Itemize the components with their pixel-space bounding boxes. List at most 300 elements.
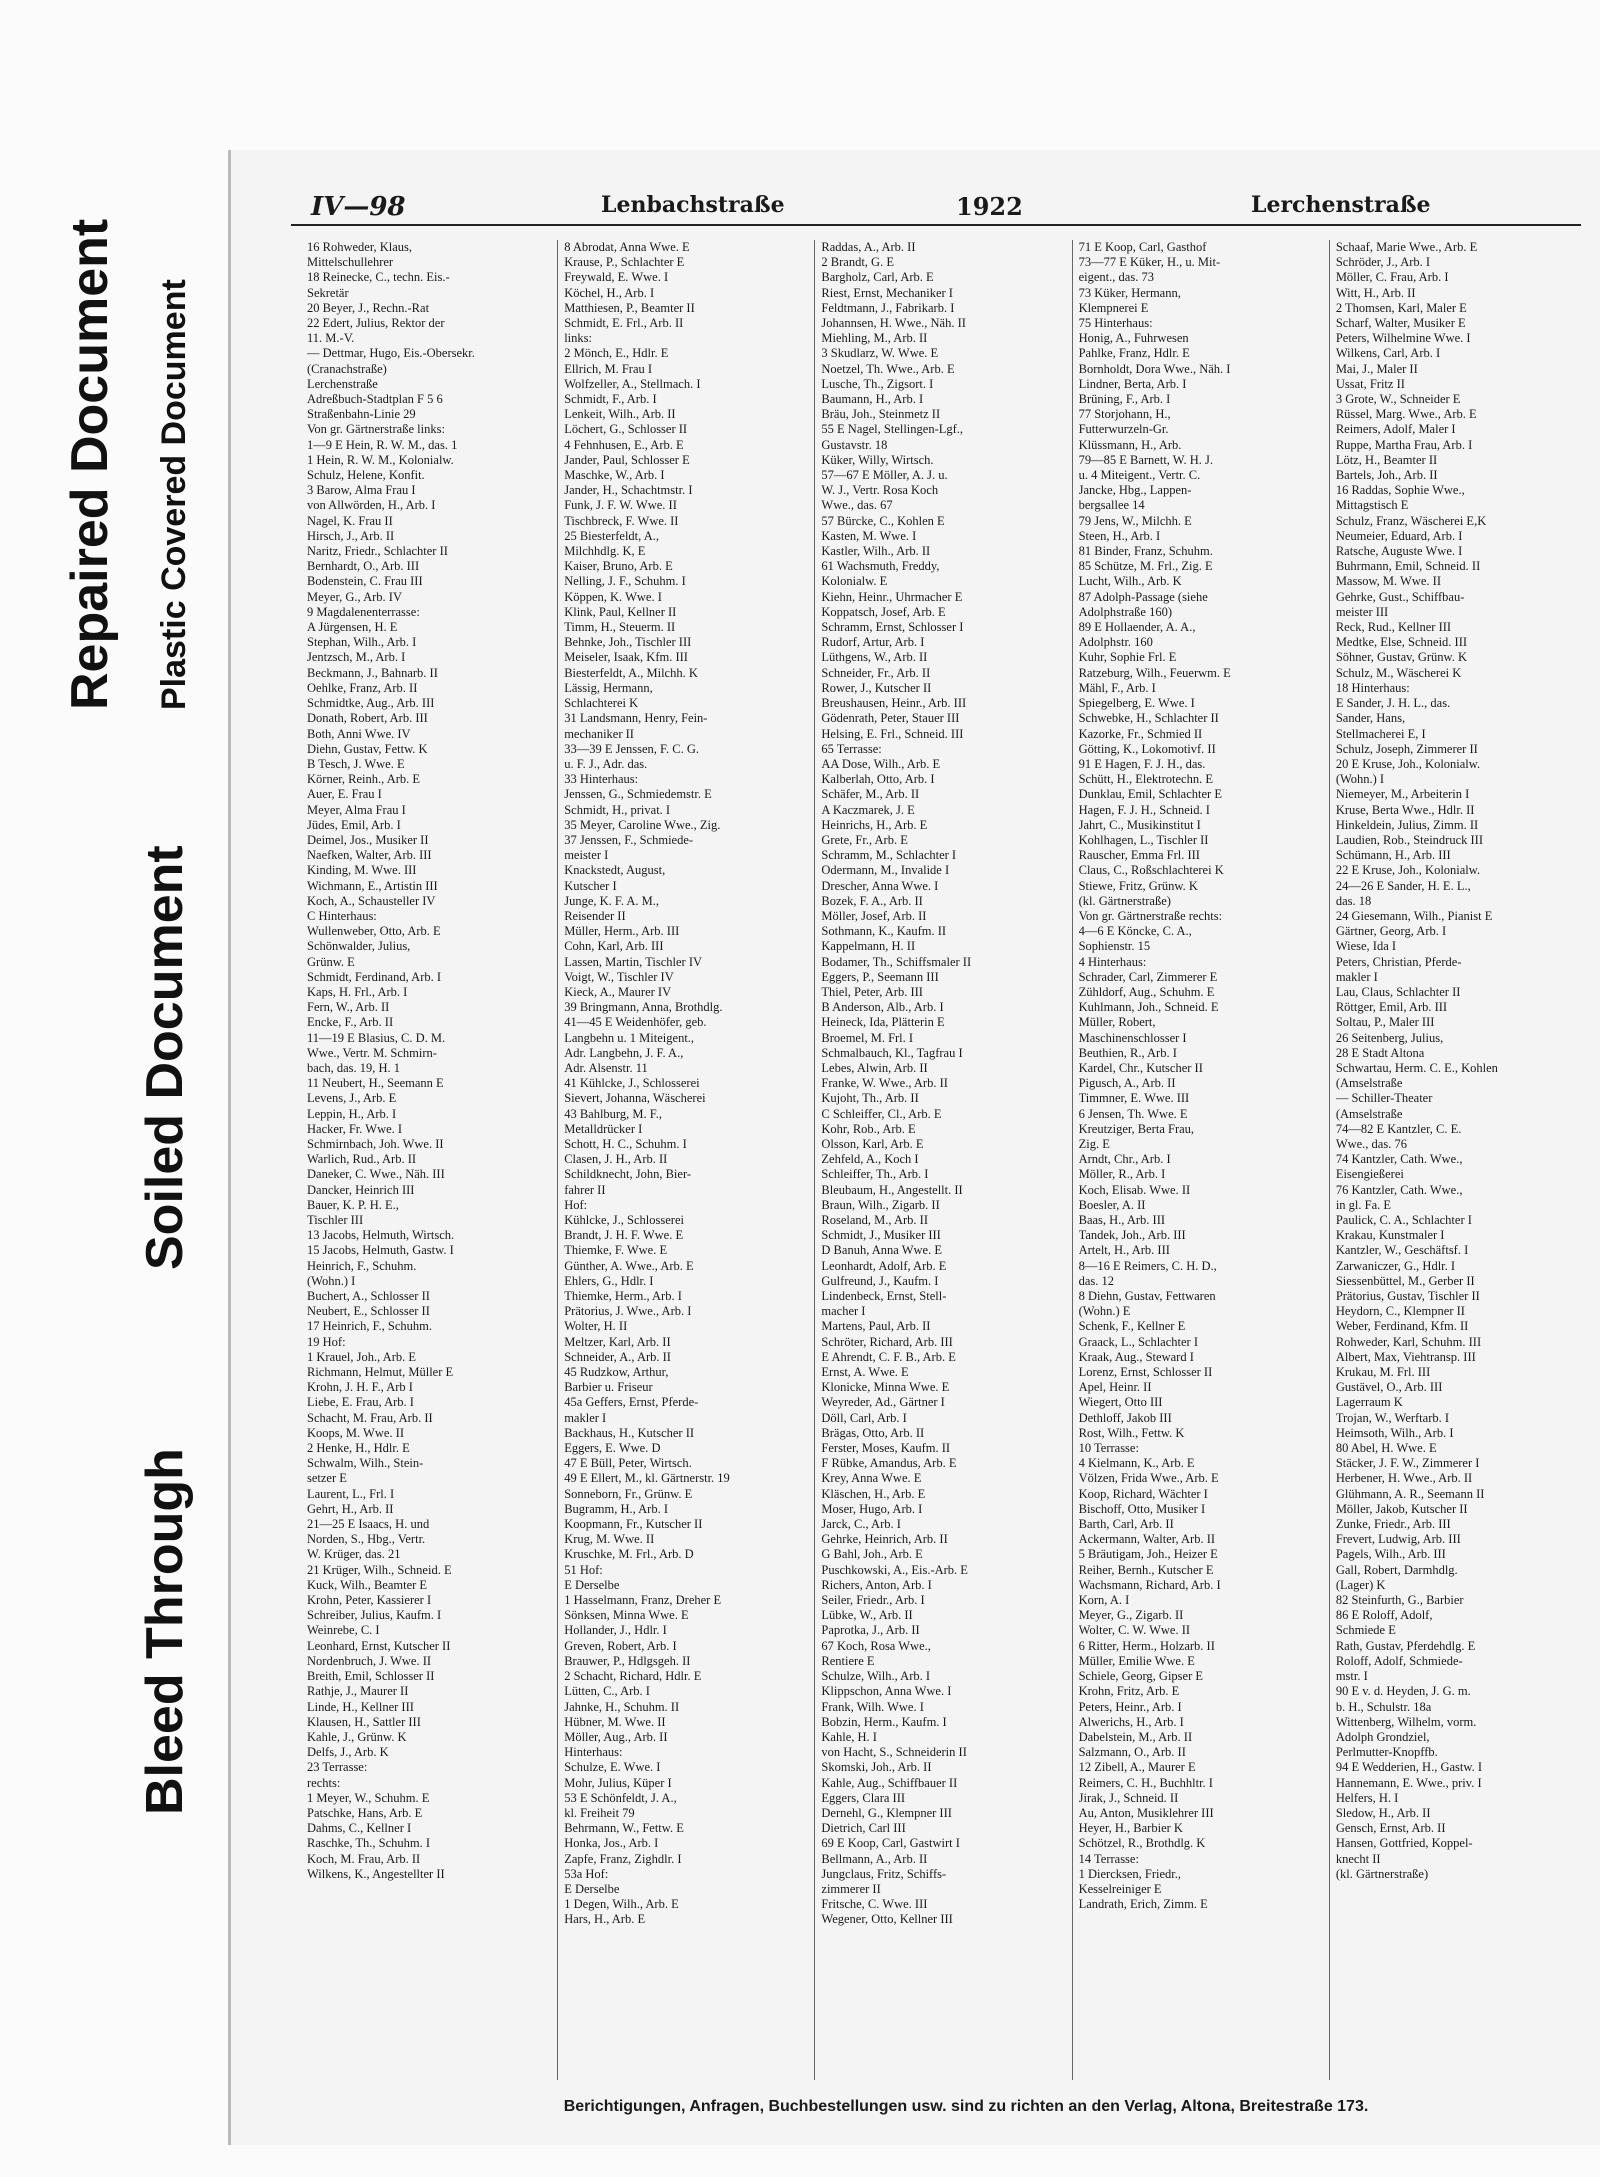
directory-entry: 22 Edert, Julius, Rektor der — [307, 316, 445, 331]
directory-entry: Möller, Josef, Arb. II — [821, 908, 927, 923]
directory-entry: Möller, R., Arb. I — [1078, 1167, 1166, 1182]
directory-entry: Zehfeld, A., Koch I — [821, 1152, 919, 1167]
directory-entry: 1 Hasselmann, Franz, Dreher E — [564, 1593, 722, 1608]
directory-entry: 76 Kantzler, Cath. Wwe., — [1335, 1182, 1463, 1197]
directory-entry: Rauscher, Emma Frl. III — [1078, 848, 1200, 863]
directory-entry: Schwebke, H., Schlachter II — [1078, 711, 1219, 726]
directory-entry: Korn, A. I — [1078, 1593, 1130, 1608]
directory-entry: Wilkens, Carl, Arb. I — [1335, 346, 1441, 361]
directory-entry: B Tesch, J. Wwe. E — [307, 756, 405, 771]
directory-entry: Hollander, J., Hdlr. I — [564, 1623, 667, 1638]
directory-entry: (kl. Gärtnerstraße) — [1335, 1866, 1429, 1881]
directory-entry: 1 Meyer, W., Schuhm. E — [307, 1790, 430, 1805]
directory-entry: (kl. Gärtnerstraße) — [1078, 893, 1171, 908]
directory-entry: Lusche, Th., Zigsort. I — [821, 376, 934, 391]
directory-entry: Fern, W., Arb. II — [307, 1000, 390, 1015]
directory-entry: 14 Terrasse: — [1078, 1851, 1139, 1866]
directory-entry: Schmidt, Ferdinand, Arb. I — [307, 969, 442, 984]
directory-entry: 3 Grote, W., Schneider E — [1335, 392, 1461, 407]
directory-entry: Krause, P., Schlachter E — [564, 255, 685, 270]
page-header — [291, 190, 1581, 226]
directory-entry: Adr. Alsenstr. 11 — [564, 1060, 648, 1075]
directory-entry: Funk, J. F. W. Wwe. II — [564, 498, 677, 513]
directory-entry: 18 Reinecke, C., techn. Eis.- — [307, 270, 450, 285]
directory-entry: Massow, M. Wwe. II — [1335, 574, 1442, 589]
directory-entry: Fritsche, C. Wwe. III — [821, 1897, 928, 1912]
directory-entry: Von gr. Gärtnerstraße rechts: — [1078, 908, 1223, 923]
directory-entry: Meyer, G., Arb. IV — [307, 589, 402, 604]
directory-entry: meister I — [564, 848, 609, 863]
directory-entry: 6 Ritter, Herm., Holzarb. II — [1078, 1638, 1215, 1653]
directory-entry: 2 Mönch, E., Hdlr. E — [564, 346, 669, 361]
directory-entry: 16 Raddas, Sophie Wwe., — [1335, 483, 1465, 498]
directory-entry: Lorenz, Ernst, Schlosser II — [1078, 1365, 1213, 1380]
directory-entry: F Rübke, Amandus, Arb. E — [821, 1456, 957, 1471]
directory-entry: Maschke, W., Arb. I — [564, 468, 665, 483]
directory-entry: Donath, Robert, Arb. III — [307, 711, 428, 726]
directory-entry: Sophienstr. 15 — [1078, 939, 1151, 954]
directory-entry: Lübke, W., Arb. II — [821, 1608, 913, 1623]
directory-entry: Bernhardt, O., Arb. III — [307, 559, 420, 574]
directory-entry: Thiel, Peter, Arb. III — [821, 984, 923, 999]
directory-entry: Schreiber, Julius, Kaufm. I — [307, 1608, 442, 1623]
directory-entry: Drescher, Anna Wwe. I — [821, 878, 939, 893]
directory-entry: Salzmann, O., Arb. II — [1078, 1745, 1186, 1760]
directory-entry: 3 Barow, Alma Frau I — [307, 483, 416, 498]
directory-entry: Schmidt, F., Arb. I — [564, 392, 657, 407]
directory-entry: bergsallee 14 — [1078, 498, 1145, 513]
directory-entry: Wichmann, E., Artistin III — [307, 878, 438, 893]
directory-entry: Schramm, Ernst, Schlosser I — [821, 620, 964, 635]
directory-entry: Gustavstr. 18 — [821, 437, 888, 452]
directory-entry: Leppin, H., Arb. I — [307, 1106, 397, 1121]
directory-entry: Buhrmann, Emil, Schneid. II — [1335, 559, 1481, 574]
directory-entry: Heinrich, F., Schuhm. — [307, 1258, 417, 1273]
directory-entry: Kuck, Wilh., Beamter E — [307, 1577, 428, 1592]
directory-entry: Schulze, Wilh., Arb. I — [821, 1669, 931, 1684]
directory-entry: Kohr, Rob., Arb. E — [821, 1121, 916, 1136]
directory-entry: Adolphstr. 160 — [1078, 635, 1153, 650]
directory-entry: Johannsen, H. Wwe., Näh. II — [821, 316, 966, 331]
directory-entry: Jüdes, Emil, Arb. I — [307, 817, 401, 832]
directory-entry: Koopmann, Fr., Kutscher II — [564, 1517, 703, 1532]
directory-entry: Kahle, Aug., Schiffbauer II — [821, 1775, 958, 1790]
directory-entry: Kaps, H. Frl., Arb. I — [307, 984, 408, 999]
directory-entry: Schaaf, Marie Wwe., Arb. E — [1335, 240, 1478, 254]
directory-entry: Schulz, Helene, Konfit. — [307, 468, 425, 483]
directory-entry: Clasen, J. H., Arb. II — [564, 1152, 668, 1167]
directory-entry: Freywald, E. Wwe. I — [564, 270, 669, 285]
directory-entry: Bobzin, Herm., Kaufm. I — [821, 1714, 947, 1729]
directory-entry: 28 E Stadt Altona — [1335, 1045, 1425, 1060]
directory-entry: Meltzer, Karl, Arb. II — [564, 1334, 671, 1349]
directory-entry: Roloff, Adolf, Schmiede- — [1335, 1653, 1463, 1668]
directory-entry: u. 4 Miteigent., Vertr. C. — [1078, 468, 1201, 483]
directory-entry: Schott, H. C., Schuhm. I — [564, 1136, 687, 1151]
directory-entry: Krukau, M. Frl. III — [1335, 1365, 1431, 1380]
directory-entry: Leonhardt, Adolf, Arb. E — [821, 1258, 947, 1273]
directory-entry: G Bahl, Joh., Arb. E — [821, 1547, 923, 1562]
directory-entry: Koch, M. Frau, Arb. II — [307, 1851, 421, 1866]
directory-entry: Grete, Fr., Arb. E — [821, 832, 908, 847]
directory-entry: Köppen, K. Wwe. I — [564, 589, 662, 604]
directory-entry: 5 Bräutigam, Joh., Heizer E — [1078, 1547, 1218, 1562]
directory-entry: 82 Steinfurth, G., Barbier — [1335, 1593, 1464, 1608]
directory-entry: Jander, H., Schachtmstr. I — [564, 483, 693, 498]
directory-entry: Gärtner, Georg, Arb. I — [1335, 924, 1447, 939]
directory-entry: 18 Hinterhaus: — [1335, 680, 1410, 695]
directory-entry: Zühldorf, Aug., Schuhm. E — [1078, 984, 1215, 999]
directory-year: 1922 — [956, 192, 1023, 221]
directory-entry: Bräu, Joh., Steinmetz II — [821, 407, 941, 422]
directory-entry: 47 E Büll, Peter, Wirtsch. — [564, 1456, 692, 1471]
directory-entry: Pahlke, Franz, Hdlr. E — [1078, 346, 1190, 361]
directory-entry: Möller, Jakob, Kutscher II — [1335, 1501, 1468, 1516]
directory-entry: Zapfe, Franz, Zighdlr. I — [564, 1851, 682, 1866]
directory-entry: Schmalbauch, Kl., Tagfrau I — [821, 1045, 963, 1060]
directory-entry: 89 E Hollaender, A. A., — [1078, 620, 1196, 635]
directory-entry: Müller, Emilie Wwe. E — [1078, 1653, 1195, 1668]
directory-entry: Dabelstein, M., Arb. II — [1078, 1729, 1193, 1744]
directory-entry: Pagels, Wilh., Arb. III — [1335, 1547, 1446, 1562]
directory-entry: Schildknecht, John, Bier- — [564, 1167, 692, 1182]
directory-page — [228, 150, 1600, 2145]
directory-entry: Norden, S., Hbg., Vertr. — [307, 1532, 426, 1547]
directory-entry: Schrader, Carl, Zimmerer E — [1078, 969, 1218, 984]
directory-entry: Skomski, Joh., Arb. II — [821, 1760, 932, 1775]
directory-entry: Schiele, Georg, Gipser E — [1078, 1669, 1203, 1684]
directory-entry: E Derselbe — [564, 1881, 620, 1896]
directory-entry: 37 Jenssen, F., Schmiede- — [564, 832, 694, 847]
directory-entry: Jirak, J., Schneid. II — [1078, 1790, 1179, 1805]
directory-entry: (Wohn.) I — [1335, 772, 1385, 787]
directory-entry: Klempnerei E — [1078, 300, 1149, 315]
directory-entry: Straßenbahn-Linie 29 — [307, 407, 416, 422]
directory-entry: Lagerraum K — [1335, 1395, 1403, 1410]
directory-entry: Knackstedt, August, — [564, 863, 666, 878]
directory-entry: Zig. E — [1078, 1136, 1110, 1151]
left-street-heading: Lenbachstraße — [601, 192, 785, 218]
directory-entry: Klink, Paul, Kellner II — [564, 604, 677, 619]
directory-entry: Encke, F., Arb. II — [307, 1015, 394, 1030]
directory-entry: Barth, Carl, Arb. II — [1078, 1517, 1174, 1532]
directory-entry: 2 Brandt, G. E — [821, 255, 894, 270]
directory-entry: Brandt, J. H. F. Wwe. E — [564, 1228, 684, 1243]
directory-entry: Siessenbüttel, M., Gerber II — [1335, 1273, 1475, 1288]
directory-entry: Olsson, Karl, Arb. E — [821, 1136, 924, 1151]
directory-entry: Landrath, Erich, Zimm. E — [1078, 1897, 1208, 1912]
directory-entry: in gl. Fa. E — [1335, 1197, 1392, 1212]
directory-entry: Voigt, W., Tischler IV — [564, 969, 674, 984]
directory-entry: Schröder, J., Arb. I — [1335, 255, 1431, 270]
directory-entry: 20 Beyer, J., Rechn.-Rat — [307, 300, 430, 315]
directory-entry: Hof: — [564, 1197, 588, 1212]
directory-entry: Lenkeit, Wilh., Arb. II — [564, 407, 676, 422]
directory-entry: 33 Hinterhaus: — [564, 772, 639, 787]
directory-entry: 25 Biesterfeldt, A., — [564, 528, 659, 543]
directory-entry: Biesterfeldt, A., Milchh. K — [564, 665, 698, 680]
directory-entry: Meiseler, Isaak, Kfm. III — [564, 650, 688, 665]
directory-entry: Sothmann, K., Kaufm. II — [821, 924, 947, 939]
directory-entry: (Lager) K — [1335, 1577, 1386, 1592]
directory-entry: Müller, Robert, — [1078, 1015, 1156, 1030]
directory-column — [1330, 240, 1586, 2080]
directory-entry: Grünw. E — [307, 954, 355, 969]
directory-entry: 49 E Ellert, M., kl. Gärtnerstr. 19 — [564, 1471, 730, 1486]
directory-entry: Laudien, Rob., Steindruck III — [1335, 832, 1483, 847]
directory-entry: Kuhlmann, Joh., Schneid. E — [1078, 1000, 1219, 1015]
directory-entry: Barbier u. Friseur — [564, 1380, 653, 1395]
directory-entry: Mohr, Julius, Küper I — [564, 1775, 672, 1790]
directory-entry: Dietrich, Carl III — [821, 1821, 906, 1836]
directory-entry: (Wohn.) I — [307, 1273, 356, 1288]
directory-entry: 39 Bringmann, Anna, Brothdlg. — [564, 1000, 723, 1015]
directory-entry: Lindenbeck, Ernst, Stell- — [821, 1289, 947, 1304]
directory-entry: Kieck, A., Maurer IV — [564, 984, 672, 999]
directory-entry: Bornholdt, Dora Wwe., Näh. I — [1078, 361, 1231, 376]
plastic-covered-label: Plastic Covered Document — [155, 279, 193, 710]
directory-entry: Neumeier, Eduard, Arb. I — [1335, 528, 1463, 543]
directory-entry: Diehn, Gustav, Fettw. K — [307, 741, 428, 756]
directory-entry: Adreßbuch-Stadtplan F 5 6 — [307, 392, 443, 407]
directory-entry: Eggers, P., Seemann III — [821, 969, 939, 984]
directory-entry: 91 E Hagen, F. J. H., das. — [1078, 756, 1206, 771]
directory-entry: Lau, Claus, Schlachter II — [1335, 984, 1461, 999]
directory-entry: Buchert, A., Schlosser II — [307, 1289, 430, 1304]
directory-entry: Kutscher I — [564, 878, 617, 893]
directory-entry: Behrmann, W., Fettw. E — [564, 1821, 684, 1836]
directory-entry: Metalldrücker I — [564, 1121, 643, 1136]
directory-entry: Hannemann, E. Wwe., priv. I — [1335, 1775, 1482, 1790]
directory-entry: 23 Terrasse: — [307, 1760, 368, 1775]
directory-entry: 11. M.-V. — [307, 331, 355, 346]
directory-entry: zimmerer II — [821, 1881, 881, 1896]
directory-entry: Noetzel, Th. Wwe., Arb. E — [821, 361, 955, 376]
directory-entry: (Amselstraße — [1335, 1106, 1403, 1121]
directory-entry: Kreutziger, Berta Frau, — [1078, 1121, 1195, 1136]
directory-entry: Möller, C. Frau, Arb. I — [1335, 270, 1449, 285]
directory-entry: rechts: — [307, 1775, 341, 1790]
directory-entry: Lebes, Alwin, Arb. II — [821, 1060, 928, 1075]
directory-entry: Krey, Anna Wwe. E — [821, 1471, 922, 1486]
directory-entry: Ehlers, G., Hdlr. I — [564, 1273, 654, 1288]
directory-entry: Müller, Herm., Arb. III — [564, 924, 680, 939]
directory-entry: — Schiller-Theater — [1335, 1091, 1433, 1106]
directory-entry: Warlich, Rud., Arb. II — [307, 1152, 417, 1167]
directory-entry: Schacht, M. Frau, Arb. II — [307, 1410, 433, 1425]
directory-entry: Lassen, Martin, Tischler IV — [564, 954, 703, 969]
directory-entry: Kappelmann, H. II — [821, 939, 916, 954]
directory-entry: Odermann, M., Invalide I — [821, 863, 950, 878]
directory-entry: 53a Hof: — [564, 1866, 609, 1881]
directory-entry: Paulick, C. A., Schlachter I — [1335, 1213, 1472, 1227]
directory-entry: 1 Diercksen, Friedr., — [1078, 1866, 1182, 1881]
directory-entry: 2 Thomsen, Karl, Maler E — [1335, 300, 1467, 315]
directory-entry: Meyer, G., Zigarb. II — [1078, 1608, 1184, 1623]
directory-entry: 6 Jensen, Th. Wwe. E — [1078, 1106, 1188, 1121]
directory-entry: Schulz, M., Wäscherei K — [1335, 665, 1462, 680]
directory-entry: Dancker, Heinrich III — [307, 1182, 415, 1197]
directory-entry: Wiese, Ida I — [1335, 939, 1397, 954]
directory-entry: Lässig, Hermann, — [564, 680, 653, 695]
directory-entry: Honig, A., Fuhrwesen — [1078, 331, 1189, 346]
directory-entry: Baas, H., Arb. III — [1078, 1213, 1166, 1227]
directory-entry: Sonneborn, Fr., Grünw. E — [564, 1486, 693, 1501]
directory-entry: Dernehl, G., Klempner III — [821, 1805, 952, 1820]
directory-entry: 57—67 E Möller, A. J. u. — [821, 468, 948, 483]
directory-entry: Sievert, Johanna, Wäscherei — [564, 1091, 706, 1106]
directory-entry: Krohn, J. H. F., Arb I — [307, 1380, 413, 1395]
directory-entry: 4 Kielmann, K., Arb. E — [1078, 1456, 1195, 1471]
directory-entry: Beckmann, J., Bahnarb. II — [307, 665, 438, 680]
directory-entry: 61 Wachsmuth, Freddy, — [821, 559, 940, 574]
directory-entry: 2 Henke, H., Hdlr. E — [307, 1441, 410, 1456]
directory-entry: Klüssmann, H., Arb. — [1078, 437, 1182, 452]
directory-entry: E Sander, J. H. L., das. — [1335, 696, 1451, 711]
directory-entry: Bischoff, Otto, Musiker I — [1078, 1501, 1206, 1516]
directory-entry: Rathje, J., Maurer II — [307, 1684, 409, 1699]
directory-entry: Röttger, Emil, Arb. III — [1335, 1000, 1448, 1015]
directory-entry: Reisender II — [564, 908, 626, 923]
directory-entry: Wwe., das. 67 — [821, 498, 893, 513]
directory-entry: Rost, Wilh., Fettw. K — [1078, 1425, 1185, 1440]
directory-entry: makler I — [1335, 969, 1378, 984]
directory-entry: Heinrichs, H., Arb. E — [821, 817, 928, 832]
directory-entry: Tischbreck, F. Wwe. II — [564, 513, 679, 528]
directory-entry: Puschkowski, A., Eis.-Arb. E — [821, 1562, 968, 1577]
directory-entry: Wolfzeller, A., Stellmach. I — [564, 376, 701, 391]
directory-entry: Stiewe, Fritz, Grünw. K — [1078, 878, 1198, 893]
directory-entry: Nelling, J. F., Schuhm. I — [564, 574, 686, 589]
directory-entry: Bodenstein, C. Frau III — [307, 574, 423, 589]
directory-entry: 8—16 E Reimers, C. H. D., — [1078, 1258, 1217, 1273]
directory-entry: Lindner, Berta, Arb. I — [1078, 376, 1187, 391]
directory-entry: — Dettmar, Hugo, Eis.-Obersekr. — [307, 346, 475, 361]
directory-entry: Kahle, J., Grünw. K — [307, 1729, 407, 1744]
directory-entry: Schwalm, Wilh., Stein- — [307, 1456, 424, 1471]
directory-entry: 21 Krüger, Wilh., Schneid. E — [307, 1562, 452, 1577]
directory-entry: Kasten, M. Wwe. I — [821, 528, 917, 543]
directory-entry: Breushausen, Heinr., Arb. III — [821, 696, 967, 711]
directory-entry: Matthiesen, P., Beamter II — [564, 300, 695, 315]
directory-entry: Heimsoth, Wilh., Arb. I — [1335, 1425, 1454, 1440]
directory-entry: Rath, Gustav, Pferdehdlg. E — [1335, 1638, 1476, 1653]
directory-entry: Frevert, Ludwig, Arb. III — [1335, 1532, 1461, 1547]
directory-entry: Ferster, Moses, Kaufm. II — [821, 1441, 951, 1456]
directory-entry: 77 Storjohann, H., — [1078, 407, 1171, 422]
directory-column — [1073, 240, 1330, 2080]
directory-entry: Kolonialw. E — [821, 574, 888, 589]
directory-entry: Brägas, Otto, Arb. II — [821, 1425, 925, 1440]
directory-entry: 8 Abrodat, Anna Wwe. E — [564, 240, 690, 254]
directory-entry: links: — [564, 331, 592, 346]
directory-entry: knecht II — [1335, 1851, 1381, 1866]
directory-entry: Wiegert, Otto III — [1078, 1395, 1163, 1410]
directory-entry: 1—9 E Hein, R. W. M., das. 1 — [307, 437, 458, 452]
directory-entry: Deimel, Jos., Musiker II — [307, 832, 429, 847]
directory-entry: Jander, Paul, Schlosser E — [564, 452, 690, 467]
directory-entry: Moser, Hugo, Arb. I — [821, 1501, 923, 1516]
directory-entry: Oehlke, Franz, Arb. II — [307, 680, 418, 695]
directory-entry: Beuthien, R., Arb. I — [1078, 1045, 1177, 1060]
directory-entry: Prätorius, J. Wwe., Arb. I — [564, 1304, 692, 1319]
directory-entry: Koppatsch, Josef, Arb. E — [821, 604, 946, 619]
directory-entry: Kiehn, Heinr., Uhrmacher E — [821, 589, 963, 604]
directory-entry: Völzen, Frida Wwe., Arb. E — [1078, 1471, 1219, 1486]
directory-entry: 69 E Koop, Carl, Gastwirt I — [821, 1836, 960, 1851]
directory-entry: 79—85 E Barnett, W. H. J. — [1078, 452, 1213, 467]
directory-entry: 12 Zibell, A., Maurer E — [1078, 1760, 1196, 1775]
directory-entry: Kinding, M. Wwe. III — [307, 863, 417, 878]
directory-entry: 41—45 E Weidenhöfer, geb. — [564, 1015, 707, 1030]
directory-entry: Stephan, Wilh., Arb. I — [307, 635, 417, 650]
directory-entry: 53 E Schönfeldt, J. A., — [564, 1790, 677, 1805]
directory-entry: mechaniker II — [564, 726, 634, 741]
directory-entry: Leonhard, Ernst, Kutscher II — [307, 1638, 451, 1653]
directory-entry: Meyer, Alma Frau I — [307, 802, 406, 817]
publisher-footer: Berichtigungen, Anfragen, Buchbestellungen usw. sind zu richten an den Verlag, Altona, Breitestraße 173. — [563, 2098, 1369, 2115]
directory-entry: Boesler, A. II — [1078, 1197, 1146, 1212]
directory-entry: Schmidt, J., Musiker III — [821, 1228, 941, 1243]
directory-entry: Dethloff, Jakob III — [1078, 1410, 1172, 1425]
directory-entry: Braun, Wilh., Zigarb. II — [821, 1197, 940, 1212]
directory-entry: Wolter, C. W. Wwe. II — [1078, 1623, 1191, 1638]
directory-entry: Schulze, E. Wwe. I — [564, 1760, 661, 1775]
directory-entry: W. Krüger, das. 21 — [307, 1547, 401, 1562]
directory-entry: Kazorke, Fr., Schmied II — [1078, 726, 1203, 741]
directory-entry: Lütten, C., Arb. I — [564, 1684, 650, 1699]
directory-entry: Schulz, Joseph, Zimmerer II — [1335, 741, 1478, 756]
directory-entry: 80 Abel, H. Wwe. E — [1335, 1441, 1437, 1456]
directory-entry: Eisengießerei — [1335, 1167, 1404, 1182]
directory-entry: Rüssel, Marg. Wwe., Arb. E — [1335, 407, 1477, 422]
directory-entry: 81 Binder, Franz, Schuhm. — [1078, 544, 1213, 559]
directory-entry: 51 Hof: — [564, 1562, 603, 1577]
directory-entry: Schmidt, H., privat. I — [564, 802, 671, 817]
directory-entry: C Schleiffer, Cl., Arb. E — [821, 1106, 942, 1121]
directory-entry: Richers, Anton, Arb. I — [821, 1577, 932, 1592]
directory-entry: Ratsche, Auguste Wwe. I — [1335, 544, 1463, 559]
directory-entry: Peters, Heinr., Arb. I — [1078, 1699, 1182, 1714]
directory-entry: Günther, A. Wwe., Arb. E — [564, 1258, 694, 1273]
directory-entry: Feldtmann, J., Fabrikarb. I — [821, 300, 955, 315]
page-number: IV—98 — [311, 192, 406, 222]
directory-entry: (Wohn.) E — [1078, 1304, 1131, 1319]
directory-entry: Frank, Wilh. Wwe. I — [821, 1699, 924, 1714]
directory-entry: (Amselstraße — [1335, 1076, 1403, 1091]
directory-entry: Auer, E. Frau I — [307, 787, 382, 802]
directory-entry: von Hacht, S., Schneiderin II — [821, 1745, 967, 1760]
directory-entry: 35 Meyer, Caroline Wwe., Zig. — [564, 817, 721, 832]
directory-entry: Pigusch, A., Arb. II — [1078, 1076, 1176, 1091]
directory-entry: Götting, K., Lokomotivf. II — [1078, 741, 1216, 756]
directory-entry: Dunklau, Emil, Schlachter E — [1078, 787, 1222, 802]
directory-entry: Adolph Grondziel, — [1335, 1729, 1430, 1744]
directory-entry: Schleiffer, Th., Arb. I — [821, 1167, 929, 1182]
repaired-document-label: Repaired Document — [61, 218, 119, 710]
directory-entry: Prätorius, Gustav, Tischler II — [1335, 1289, 1480, 1304]
directory-entry: Schenk, F., Kellner E — [1078, 1319, 1186, 1334]
directory-entry: Küker, Willy, Wirtsch. — [821, 452, 934, 467]
directory-entry: Brauwer, P., Hdlgsgeh. II — [564, 1653, 691, 1668]
directory-entry: Thiemke, Herm., Arb. I — [564, 1289, 682, 1304]
directory-entry: Baumann, H., Arb. I — [821, 392, 924, 407]
directory-entry: 1 Degen, Wilh., Arb. E — [564, 1897, 679, 1912]
directory-entry: Bellmann, A., Arb. II — [821, 1851, 928, 1866]
directory-entry: Delfs, J., Arb. K — [307, 1745, 389, 1760]
directory-entry: Ratzeburg, Wilh., Feuerwm. E — [1078, 665, 1231, 680]
directory-entry: 85 Schütze, M. Frl., Zig. E — [1078, 559, 1213, 574]
